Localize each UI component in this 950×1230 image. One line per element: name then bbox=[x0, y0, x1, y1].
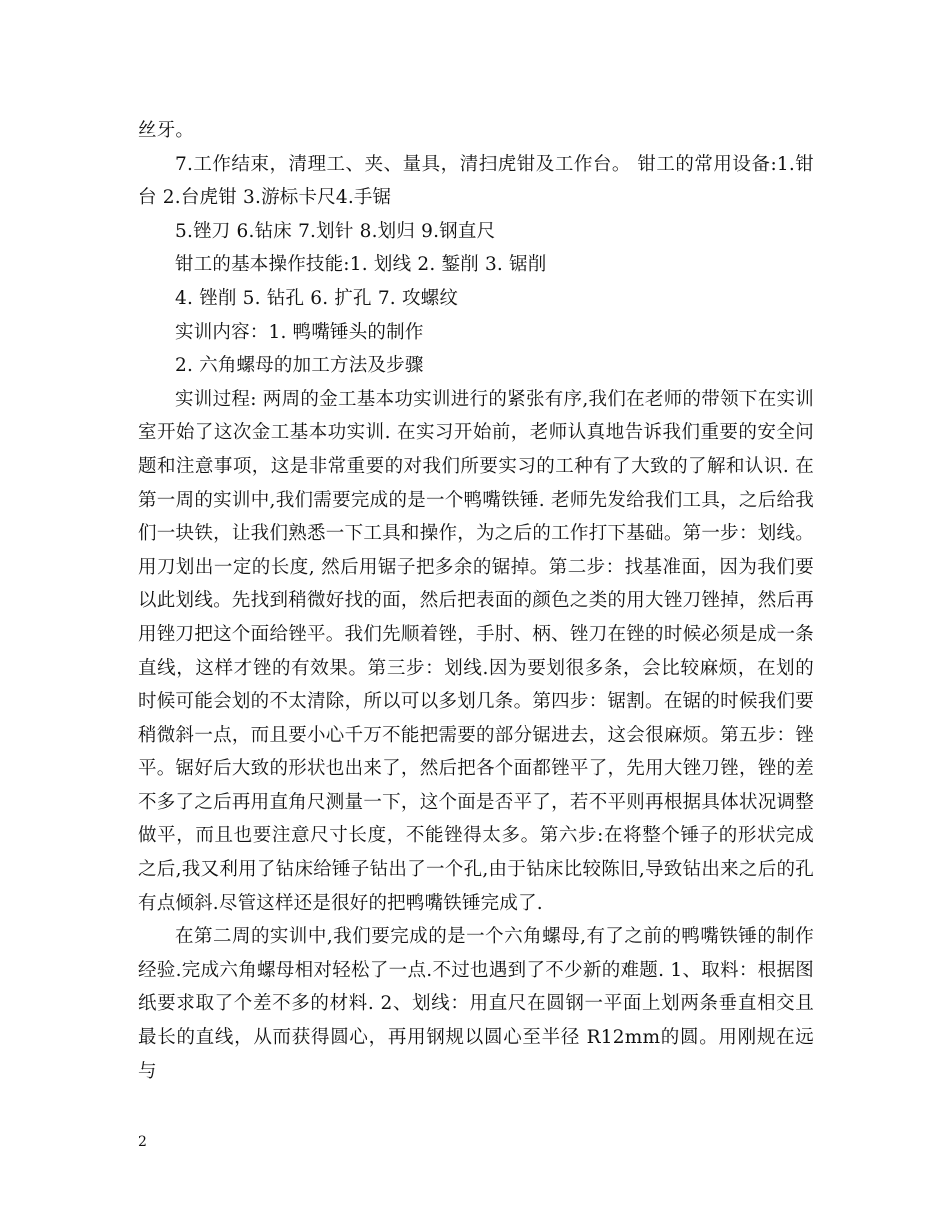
paragraph: 在第二周的实训中,我们要完成的是一个六角螺母,有了之前的鸭嘴铁锤的制作经验.完成六角螺母相对轻松了一点.不过也遇到了不少新的难题. 1、取料：根据图纸要求取了个差不多的材料. 2、划线：用直尺在圆钢一平面上划两条垂直相交且最长的直线，从而获得圆心，再用钢规以圆心至半径 R12mm的圆。用刚规在远与 bbox=[138, 926, 814, 1082]
paragraph: 5.锉刀 6.钻床 7.划针 8.划归 9.钢直尺 bbox=[175, 220, 496, 242]
paragraph: 钳工的基本操作技能:1. 划线 2. 錾削 3. 锯削 bbox=[175, 254, 547, 276]
page-number: 2 bbox=[138, 1134, 147, 1150]
paragraph: 丝牙。 bbox=[138, 120, 195, 141]
paragraph: 4. 锉削 5. 钻孔 6. 扩孔 7. 攻螺纹 bbox=[175, 287, 459, 309]
paragraph: 2. 六角螺母的加工方法及步骤 bbox=[175, 355, 424, 377]
paragraph: 实训内容：1. 鸭嘴锤头的制作 bbox=[175, 321, 424, 343]
paragraph: 7.工作结束，清理工、夹、量具，清扫虎钳及工作台。 钳工的常用设备:1.钳台 2.台虎钳 3.游标卡尺4.手锯 bbox=[138, 153, 814, 209]
paragraph: 实训过程: 两周的金工基本功实训进行的紧张有序,我们在老师的带领下在实训室开始了这次金工基本功实训. 在实习开始前，老师认真地告诉我们重要的安全问题和注意事项，这是非常重要的对我们所要实习的工种有了大致的了解和认识. 在第一周的实训中,我们需要完成的是一个鸭嘴铁锤. 老师先发给我们工具，之后给我们一块铁，让我们熟悉一下工具和操作，为之后的工作打下基础。第一步：划线。用刀划出一定的长度, 然后用锯子把多余的锯掉。第二步：找基准面，因为我们要以此划线。先找到稍微好找的面，然后把表面的颜色之类的用大锉刀锉掉，然后再用锉刀把这个面给锉平。我们先顺着锉，手肘、柄、锉刀在锉的时候必须是成一条直线，这样才锉的有效果。第三步：划线.因为要划很多条，会比较麻烦，在划的时候可能会划的不太清除，所以可以多划几条。第四步：锯割。在锯的时候我们要稍微斜一点，而且要小心千万不能把需要的部分锯进去，这会很麻烦。第五步：锉平。锯好后大致的形状也出来了，然后把各个面都锉平了，先用大锉刀锉，锉的差不多了之后再用直角尺测量一下，这个面是否平了，若不平则再根据具体状况调整做平，而且也要注意尺寸长度，不能锉得太多。第六步:在将整个锤子的形状完成之后,我又利用了钻床给锤子钻出了一个孔,由于钻床比较陈旧,导致钻出来之后的孔有点倾斜.尽管这样还是很好的把鸭嘴铁锤完成了. bbox=[138, 388, 814, 914]
document-body bbox=[138, 114, 814, 1088]
